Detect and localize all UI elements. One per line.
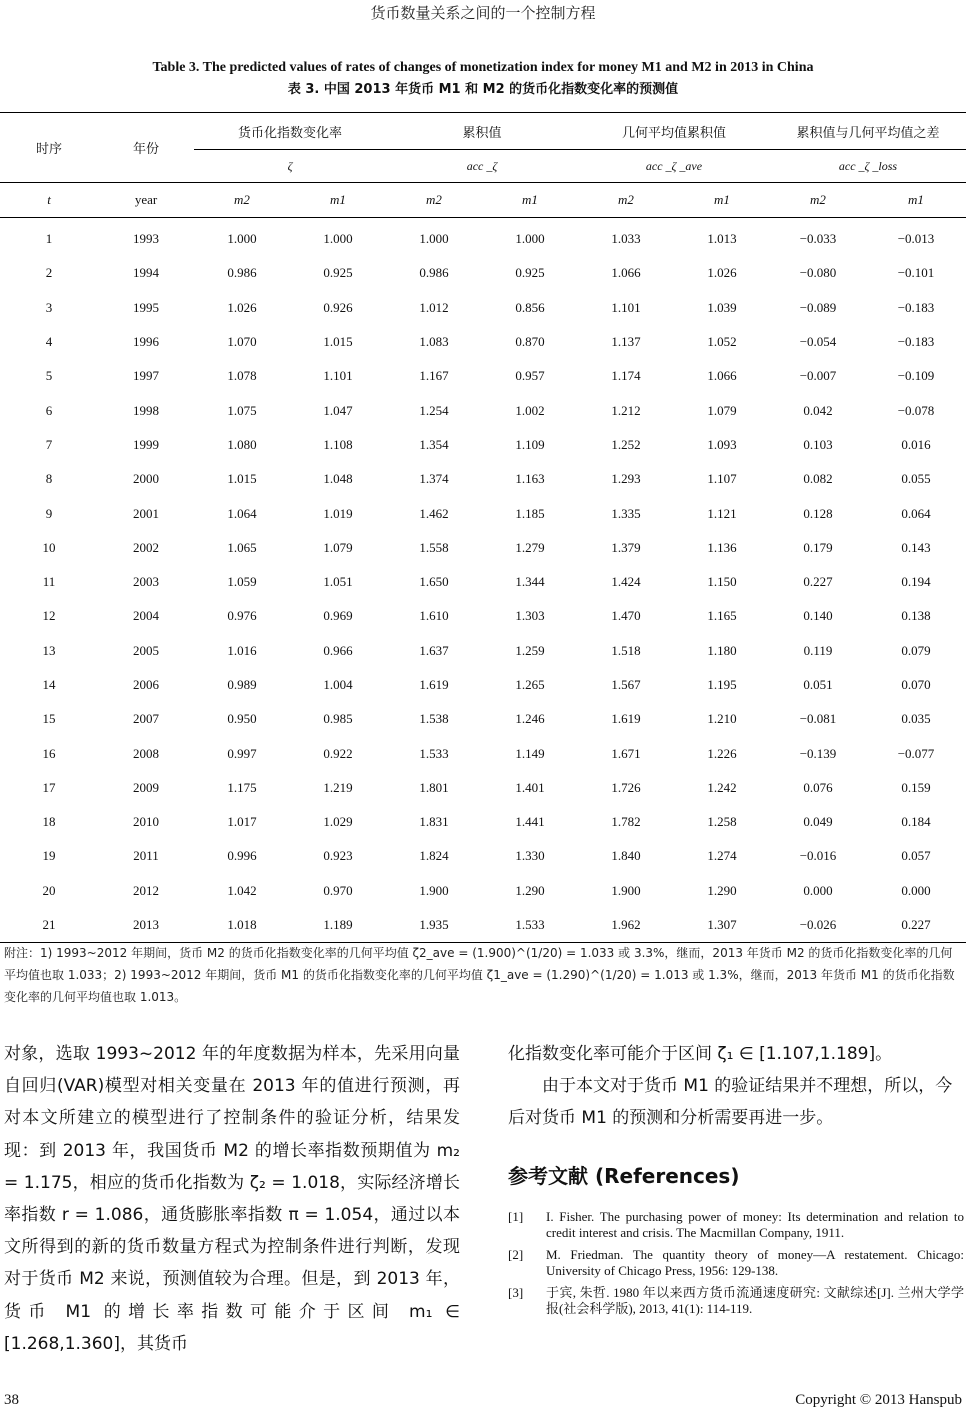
table-cell: −0.081 bbox=[799, 711, 837, 727]
table-cell: 2010 bbox=[133, 814, 159, 830]
header-year: 年份 bbox=[98, 113, 194, 183]
table-cell: 2012 bbox=[133, 882, 159, 898]
table-cell: 1.051 bbox=[323, 574, 353, 590]
table-cell: 0.143 bbox=[901, 539, 931, 555]
subheader-cell: m1 bbox=[290, 183, 386, 218]
table-cell: 1993 bbox=[133, 231, 159, 247]
table-row bbox=[0, 668, 966, 702]
table-cell: 1.344 bbox=[515, 574, 545, 590]
table-cell: 1.801 bbox=[419, 779, 449, 795]
table-cell: 1.167 bbox=[419, 368, 449, 384]
table-cell: 2011 bbox=[133, 848, 159, 864]
table-cell: 1.558 bbox=[419, 539, 449, 555]
symbol-loss: acc _ζ _loss bbox=[770, 150, 966, 183]
table-cell: −0.033 bbox=[799, 231, 837, 247]
table-cell: 21 bbox=[0, 908, 98, 943]
table-cell: 1.424 bbox=[611, 574, 641, 590]
table-cell: 4 bbox=[45, 334, 53, 350]
table-cell: 19 bbox=[42, 848, 56, 864]
table-cell: 1.441 bbox=[515, 814, 545, 830]
table-cell: 1998 bbox=[133, 402, 159, 418]
table-cell: 0.925 bbox=[323, 265, 353, 281]
table-cell: 0.969 bbox=[323, 608, 353, 624]
table-cell: 2002 bbox=[133, 539, 159, 555]
table-row bbox=[0, 218, 966, 257]
left-column bbox=[4, 1038, 460, 1360]
table-row bbox=[0, 531, 966, 565]
table-cell: 1.219 bbox=[323, 779, 353, 795]
table-cell: 0.076 bbox=[803, 779, 833, 795]
table-cell: 2001 bbox=[133, 505, 159, 521]
table-cell: 2007 bbox=[133, 711, 159, 727]
table-cell: 0.227 bbox=[803, 574, 833, 590]
right-paragraph-2: 由于本文对于货币 M1 的验证结果并不理想，所以，今后对货币 M1 的预测和分析需要再进一步。 bbox=[508, 1076, 953, 1129]
table-cell: 0.049 bbox=[803, 814, 833, 830]
table-cell: 1.258 bbox=[707, 814, 737, 830]
table-row bbox=[0, 565, 966, 599]
table-cell: 1.619 bbox=[419, 677, 449, 692]
table-cell: 1.185 bbox=[515, 505, 545, 521]
table-cell: 1.226 bbox=[707, 745, 737, 761]
table-cell: 1.079 bbox=[323, 539, 353, 555]
table-cell: 0.138 bbox=[901, 608, 931, 624]
table-cell: 1.518 bbox=[611, 642, 641, 658]
table-cell: 1.101 bbox=[323, 368, 353, 384]
table-cell: 2005 bbox=[133, 642, 159, 658]
symbol-ave: acc _ζ _ave bbox=[578, 150, 770, 183]
table-caption-en: Table 3. The predicted values of rates of changes of monetization index for money M1 and M2 in 2013 in China bbox=[152, 60, 814, 75]
table-cell: 0.079 bbox=[901, 642, 931, 658]
table-cell: 1.065 bbox=[227, 539, 257, 555]
table-cell: 0.064 bbox=[901, 505, 931, 521]
table-row bbox=[0, 599, 966, 633]
table-cell: 0.986 bbox=[419, 265, 449, 281]
table-cell: 0.926 bbox=[323, 299, 353, 315]
table-cell: 1.101 bbox=[611, 299, 641, 315]
table-cell: 1.121 bbox=[707, 505, 737, 521]
table-cell: 1.330 bbox=[515, 848, 545, 864]
table-cell: 17 bbox=[42, 779, 56, 795]
table-cell: 1.042 bbox=[227, 882, 257, 898]
table-cell: −0.077 bbox=[897, 745, 935, 761]
table-cell: 1.470 bbox=[611, 608, 641, 624]
table-cell: 0.016 bbox=[901, 436, 931, 452]
table-cell: 1.029 bbox=[323, 814, 353, 830]
table-cell: 1.039 bbox=[707, 299, 737, 315]
table-cell: 1.048 bbox=[323, 471, 353, 487]
table-cell: 0.856 bbox=[515, 299, 545, 315]
table-cell: 1.163 bbox=[515, 471, 545, 487]
table-cell: 2003 bbox=[133, 574, 159, 590]
table-cell: 1.047 bbox=[323, 402, 353, 418]
table-cell: −0.183 bbox=[897, 299, 935, 315]
header-group-rate: 货币化指数变化率 bbox=[194, 113, 386, 150]
header-group-ave: 几何平均值累积值 bbox=[578, 113, 770, 150]
table-cell: 1.195 bbox=[707, 677, 737, 692]
table-row bbox=[0, 702, 966, 736]
table-cell: 0.957 bbox=[515, 368, 545, 384]
references-title: 参考文献 (References) bbox=[508, 1163, 740, 1188]
table-cell: 1.026 bbox=[707, 265, 737, 281]
table-cell: 1.303 bbox=[515, 608, 545, 624]
table-cell: 13 bbox=[42, 642, 56, 658]
table-cell: 1.254 bbox=[419, 402, 449, 418]
table-cell: 1.066 bbox=[611, 265, 641, 281]
table-cell: 0.140 bbox=[803, 608, 833, 624]
reference-item bbox=[508, 1247, 964, 1279]
running-head: 货币数量关系之间的一个控制方程 bbox=[370, 4, 596, 22]
table-cell: 1.083 bbox=[419, 334, 449, 350]
table-cell: 1.000 bbox=[515, 231, 545, 247]
table-cell: −0.101 bbox=[897, 265, 935, 281]
table-row bbox=[0, 634, 966, 668]
table-cell: 15 bbox=[42, 711, 56, 727]
table-cell: 1.610 bbox=[419, 608, 449, 624]
table-cell: 0.042 bbox=[803, 402, 833, 418]
table-row bbox=[0, 771, 966, 805]
table-cell: 0.184 bbox=[901, 814, 931, 830]
table-cell: −0.089 bbox=[799, 299, 837, 315]
table-cell: 11 bbox=[42, 574, 56, 590]
reference-number: [3] bbox=[508, 1284, 524, 1300]
table-footnote: 附注：1) 1993~2012 年期间，货币 M2 的货币化指数变化率的几何平均值 ζ2_ave = (1.900)^(1/20) = 1.033 或 3.3%，继而，2013 年货币 M2 的货币化指数变化率的几何平均值也取 1.033；2) 1993~2012 年期间，货币 M1 的货币化指数变化率的几何平均值 ζ1_ave = (1.290)^(1/20) = 1.013 或 1.3%，继而，2013 年货币 M1 的货币化指数变化率的几何平均值也取 1.013。 bbox=[4, 946, 955, 1004]
table-cell: 7 bbox=[45, 436, 53, 452]
reference-text: M. Friedman. The quantity theory of money—A restatement. Chicago: University of Chicago Press, 1956: 129-138. bbox=[546, 1246, 964, 1278]
table-cell: 0.055 bbox=[901, 471, 931, 487]
table-cell: 0.870 bbox=[515, 334, 545, 350]
table-cell: 1.002 bbox=[515, 402, 545, 418]
table-cell: 1999 bbox=[133, 436, 159, 452]
reference-item bbox=[508, 1285, 964, 1317]
table-cell: 2008 bbox=[133, 745, 159, 761]
table-cell: 0.103 bbox=[803, 436, 833, 452]
table-cell: 1.246 bbox=[515, 711, 545, 727]
table-cell: 0.950 bbox=[227, 711, 257, 727]
table-caption-zh: 表 3. 中国 2013 年货币 M1 和 M2 的货币化指数变化率的预测值 bbox=[287, 82, 679, 97]
subheader-cell: m1 bbox=[674, 183, 770, 218]
table-cell: 1.012 bbox=[419, 299, 449, 315]
table-row bbox=[0, 874, 966, 908]
table-cell: 1.782 bbox=[611, 814, 641, 830]
table-cell: 1.150 bbox=[707, 574, 737, 590]
table-cell: 1.293 bbox=[611, 471, 641, 487]
table-cell: 0.227 bbox=[866, 908, 966, 943]
table-cell: 1.259 bbox=[515, 642, 545, 658]
table-cell: 1.533 bbox=[419, 745, 449, 761]
table-cell: 1.070 bbox=[227, 334, 257, 350]
symbol-acc: acc _ζ bbox=[386, 150, 578, 183]
reference-text: 于宾, 朱哲. 1980 年以来西方货币流通速度研究: 文献综述[J]. 兰州大学学报(社会科学版), 2013, 41(1): 114-119. bbox=[546, 1284, 964, 1316]
table-cell: 1.033 bbox=[611, 231, 641, 247]
subheader-cell: m2 bbox=[770, 183, 866, 218]
table-cell: 5 bbox=[45, 368, 53, 384]
table-cell: 1.075 bbox=[227, 402, 257, 418]
header-group-acc: 累积值 bbox=[386, 113, 578, 150]
subheader-cell: m2 bbox=[386, 183, 482, 218]
table-row bbox=[0, 359, 966, 393]
table-cell: −0.080 bbox=[799, 265, 837, 281]
table-cell: 1.401 bbox=[515, 779, 545, 795]
table-cell: 1.080 bbox=[227, 436, 257, 452]
table-cell: 1.189 bbox=[290, 908, 386, 943]
table-cell: −0.078 bbox=[897, 402, 935, 418]
table-cell: −0.013 bbox=[897, 231, 935, 247]
table-cell: 0.119 bbox=[803, 642, 833, 658]
subheader-cell: m1 bbox=[482, 183, 578, 218]
table-cell: 0.179 bbox=[803, 539, 833, 555]
table-cell: 1.650 bbox=[419, 574, 449, 590]
table-cell: 1.637 bbox=[419, 642, 449, 658]
reference-item bbox=[508, 1209, 964, 1241]
table-cell: 1.533 bbox=[482, 908, 578, 943]
table-cell: 1.019 bbox=[323, 505, 353, 521]
table-cell: 1.064 bbox=[227, 505, 257, 521]
table-cell: 2006 bbox=[133, 677, 159, 692]
table-cell: 1.252 bbox=[611, 436, 641, 452]
table-cell: 1 bbox=[45, 231, 53, 247]
table-row bbox=[0, 256, 966, 290]
table-cell: 0.082 bbox=[803, 471, 833, 487]
table-row bbox=[0, 908, 966, 943]
table-cell: 0.976 bbox=[227, 608, 257, 624]
table-cell: 1.078 bbox=[227, 368, 257, 384]
table-cell: 16 bbox=[42, 745, 56, 761]
table-cell: 8 bbox=[45, 471, 53, 487]
table-cell: 2013 bbox=[98, 908, 194, 943]
table-cell: 1.307 bbox=[674, 908, 770, 943]
table-cell: 1.962 bbox=[578, 908, 674, 943]
table-cell: 0.194 bbox=[901, 574, 931, 590]
table-cell: 1.335 bbox=[611, 505, 641, 521]
table-cell: 1.017 bbox=[227, 814, 257, 830]
table-cell: 0.996 bbox=[227, 848, 257, 864]
table-cell: −0.016 bbox=[799, 848, 837, 864]
table-cell: −0.109 bbox=[897, 368, 935, 384]
table-cell: 1.013 bbox=[707, 231, 737, 247]
table-cell: 1.165 bbox=[707, 608, 737, 624]
table-cell: 1.354 bbox=[419, 436, 449, 452]
table-cell: 2 bbox=[45, 265, 53, 281]
table-cell: 0.966 bbox=[323, 642, 353, 658]
data-table bbox=[0, 112, 966, 943]
table-cell: 0.070 bbox=[901, 677, 931, 692]
table-cell: 0.000 bbox=[803, 882, 833, 898]
table-cell: 2009 bbox=[133, 779, 159, 795]
table-cell: 1.935 bbox=[386, 908, 482, 943]
symbol-rate: ζ bbox=[194, 150, 386, 183]
table-cell: 1.180 bbox=[707, 642, 737, 658]
table-cell: 12 bbox=[42, 608, 56, 624]
table-cell: 1.026 bbox=[227, 299, 257, 315]
table-cell: −0.054 bbox=[799, 334, 837, 350]
table-row bbox=[0, 393, 966, 427]
table-cell: 0.035 bbox=[901, 711, 931, 727]
table-row bbox=[0, 325, 966, 359]
table-cell: 1.900 bbox=[419, 882, 449, 898]
table-cell: 1.052 bbox=[707, 334, 737, 350]
table-cell: 1.274 bbox=[707, 848, 737, 864]
table-cell: 1.824 bbox=[419, 848, 449, 864]
right-paragraph-1: 化指数变化率可能介于区间 ζ₁ ∈ [1.107,1.189]。 bbox=[508, 1044, 893, 1064]
table-cell: 0.989 bbox=[227, 677, 257, 692]
table-cell: 1.265 bbox=[515, 677, 545, 692]
table-row bbox=[0, 291, 966, 325]
table-cell: 0.985 bbox=[323, 711, 353, 727]
table-row bbox=[0, 839, 966, 873]
table-cell: 1997 bbox=[133, 368, 159, 384]
table-cell: 1.018 bbox=[194, 908, 290, 943]
table-row bbox=[0, 805, 966, 839]
table-cell: 1.000 bbox=[419, 231, 449, 247]
table-cell: 1.279 bbox=[515, 539, 545, 555]
table-cell: 1.379 bbox=[611, 539, 641, 555]
header-time-order: 时序 bbox=[0, 113, 98, 183]
table-cell: 1994 bbox=[133, 265, 159, 281]
table-cell: 0.922 bbox=[323, 745, 353, 761]
subheader-cell: t bbox=[0, 183, 98, 218]
table-cell: 1996 bbox=[133, 334, 159, 350]
table-cell: 1.015 bbox=[227, 471, 257, 487]
table-cell: 1.059 bbox=[227, 574, 257, 590]
table-cell: 1.108 bbox=[323, 436, 353, 452]
subheader-cell: m2 bbox=[578, 183, 674, 218]
table-cell: 1.671 bbox=[611, 745, 641, 761]
table-row bbox=[0, 428, 966, 462]
table-cell: 1.290 bbox=[515, 882, 545, 898]
table-row bbox=[0, 736, 966, 770]
table-cell: 1.174 bbox=[611, 368, 641, 384]
table-cell: 1.093 bbox=[707, 436, 737, 452]
table-cell: −0.183 bbox=[897, 334, 935, 350]
table-cell: 3 bbox=[45, 299, 53, 315]
reference-number: [2] bbox=[508, 1246, 524, 1262]
table-cell: 0.923 bbox=[323, 848, 353, 864]
header-group-loss: 累积值与几何平均值之差 bbox=[770, 113, 966, 150]
subheader-cell: m1 bbox=[866, 183, 966, 218]
table-cell: 0.159 bbox=[901, 779, 931, 795]
table-cell: 1.079 bbox=[707, 402, 737, 418]
table-cell: 2004 bbox=[133, 608, 159, 624]
table-cell: 1.000 bbox=[323, 231, 353, 247]
copyright-notice: Copyright © 2013 Hanspub bbox=[795, 1392, 962, 1408]
table-cell: 1.567 bbox=[611, 677, 641, 692]
table-cell: 1.831 bbox=[419, 814, 449, 830]
reference-number: [1] bbox=[508, 1208, 524, 1224]
table-cell: 1.109 bbox=[515, 436, 545, 452]
table-cell: −0.139 bbox=[799, 745, 837, 761]
table-cell: 1.840 bbox=[611, 848, 641, 864]
table-cell: 1.137 bbox=[611, 334, 641, 350]
table-cell: 1.726 bbox=[611, 779, 641, 795]
table-cell: 1.000 bbox=[227, 231, 257, 247]
right-column bbox=[508, 1038, 964, 1323]
page-number: 38 bbox=[4, 1392, 19, 1408]
table-cell: 0.970 bbox=[323, 882, 353, 898]
subheader-cell: m2 bbox=[194, 183, 290, 218]
subheader-cell: year bbox=[98, 183, 194, 218]
table-cell: 1.210 bbox=[707, 711, 737, 727]
table-cell: 18 bbox=[42, 814, 56, 830]
table-cell: 0.000 bbox=[901, 882, 931, 898]
table-cell: 1.175 bbox=[227, 779, 257, 795]
table-cell: 1.619 bbox=[611, 711, 641, 727]
table-cell: −0.026 bbox=[770, 908, 866, 943]
references-list bbox=[508, 1209, 964, 1317]
table-cell: 1.212 bbox=[611, 402, 641, 418]
table-cell: 1.149 bbox=[515, 745, 545, 761]
table-cell: 6 bbox=[45, 402, 53, 418]
table-row bbox=[0, 496, 966, 530]
table-cell: 0.057 bbox=[901, 848, 931, 864]
table-cell: 1.136 bbox=[707, 539, 737, 555]
table-cell: 1.015 bbox=[323, 334, 353, 350]
table-cell: 1.290 bbox=[707, 882, 737, 898]
table-cell: 1.107 bbox=[707, 471, 737, 487]
table-cell: −0.007 bbox=[799, 368, 837, 384]
table-cell: 1.242 bbox=[707, 779, 737, 795]
table-cell: 1.004 bbox=[323, 677, 353, 692]
table-cell: 0.128 bbox=[803, 505, 833, 521]
table-cell: 0.925 bbox=[515, 265, 545, 281]
table-cell: 1.016 bbox=[227, 642, 257, 658]
table-cell: 1.538 bbox=[419, 711, 449, 727]
table-cell: 10 bbox=[42, 539, 56, 555]
table-cell: 2000 bbox=[133, 471, 159, 487]
table-cell: 1.900 bbox=[611, 882, 641, 898]
table-row bbox=[0, 462, 966, 496]
table-cell: 0.986 bbox=[227, 265, 257, 281]
left-paragraph: 对象，选取 1993~2012 年的年度数据为样本，先采用向量自回归(VAR)模型对相关变量在 2013 年的值进行预测，再对本文所建立的模型进行了控制条件的验证分析，结果发现：到 2013 年，我国货币 M2 的增长率指数预期值为 m₂ = 1.175，相应的货币化指数为 ζ₂ = 1.018，实际经济增长率指数 r = 1.086，通货膨胀率指数 π = 1.054，通过以本文所得到的新的货币数量方程式为控制条件进行判断，发现对于货币 M2 来说，预测值较为合理。但是，到 2013 年，货币 M1 的增长率指数可能介于区间 m₁ ∈ [1.268,1.360]，其货币 bbox=[4, 1044, 460, 1354]
reference-text: I. Fisher. The purchasing power of money: Its determination and relation to credit interest and crisis. The Macmillan Company, 1911. bbox=[546, 1208, 964, 1240]
table-cell: 0.051 bbox=[803, 677, 833, 692]
table-cell: 1.066 bbox=[707, 368, 737, 384]
table-cell: 1.374 bbox=[419, 471, 449, 487]
table-cell: 20 bbox=[42, 882, 56, 898]
table-cell: 0.997 bbox=[227, 745, 257, 761]
table-cell: 14 bbox=[42, 677, 56, 692]
table-cell: 1995 bbox=[133, 299, 159, 315]
table-cell: 1.462 bbox=[419, 505, 449, 521]
table-cell: 9 bbox=[45, 505, 53, 521]
